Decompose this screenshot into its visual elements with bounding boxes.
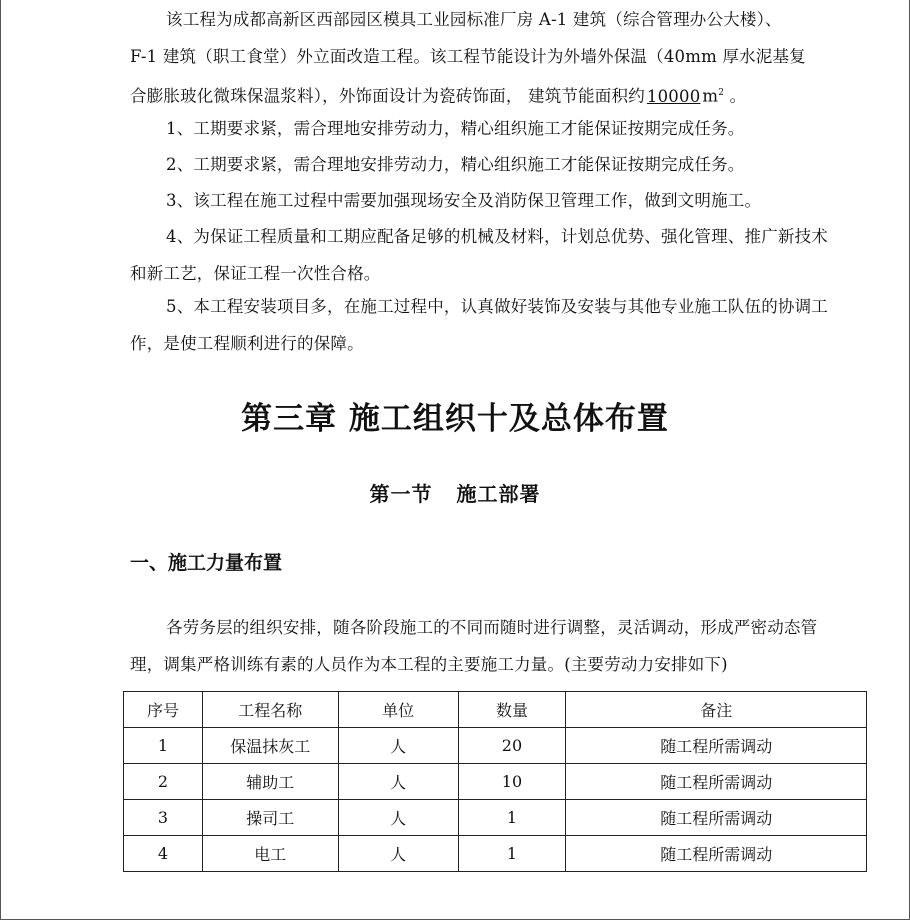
cell-remarks: 随工程所需调动 [566, 764, 867, 800]
item-4: 4、为保证工程质量和工期应配备足够的机械及材料，计划总优势、强化管理、推广新技术和新工艺，保证工程一次性合格。 [130, 227, 828, 283]
section-number: 第一节 [369, 482, 433, 506]
cell-unit: 人 [338, 836, 458, 872]
cell-work-type: 电工 [202, 836, 338, 872]
cell-quantity: 10 [458, 764, 566, 800]
intro-line-1: 该工程为成都高新区西部园区模具工业园标准厂房 A-1 建筑（综合管理办公大楼）、 [166, 10, 782, 29]
chapter-title: 第三章 施工组织十及总体布置 [241, 401, 669, 437]
intro-line-3 [130, 75, 842, 115]
section-name: 施工部署 [456, 482, 541, 506]
subheading: 一、施工力量布置 [130, 552, 283, 574]
workforce-paragraph: 各劳务层的组织安排，随各阶段施工的不同而随时进行调整，灵活调动，形成严密动态管理，调集严格训练有素的人员作为本工程的主要施工力量。(主要劳动力安排如下) [130, 618, 818, 674]
cell-work-type: 保温抹灰工 [202, 728, 338, 764]
cell-remarks: 随工程所需调动 [566, 800, 867, 836]
cell-work-type: 辅助工 [202, 764, 338, 800]
header-unit: 单位 [338, 692, 458, 728]
cell-work-type: 操司工 [202, 800, 338, 836]
cell-quantity: 1 [458, 836, 566, 872]
area-unit-superscript: 2 [718, 88, 725, 98]
table-row [124, 836, 867, 872]
table-header-row [124, 692, 867, 728]
intro-line-2: F-1 建筑（职工食堂）外立面改造工程。该工程节能设计为外墙外保温（40mm 厚水泥基复 [130, 46, 806, 66]
intro-line-3-end: 。 [724, 86, 747, 106]
cell-index: 2 [124, 764, 203, 800]
cell-index: 1 [124, 728, 203, 764]
area-unit: m [702, 86, 719, 106]
cell-unit: 人 [338, 800, 458, 836]
cell-index: 4 [124, 836, 203, 872]
table-row [124, 764, 867, 800]
header-work-type: 工程名称 [202, 692, 338, 728]
cell-unit: 人 [338, 764, 458, 800]
item-2: 2、工期要求紧，需合理地安排劳动力，精心组织施工才能保证按期完成任务。 [166, 155, 745, 174]
cell-unit: 人 [338, 728, 458, 764]
intro-line-3-text: 合膨胀玻化微珠保温浆料），外饰面设计为瓷砖饰面， 建筑节能面积约 [130, 86, 645, 106]
cell-remarks: 随工程所需调动 [566, 836, 867, 872]
cell-quantity: 1 [458, 800, 566, 836]
header-index: 序号 [124, 692, 203, 728]
item-1: 1、工期要求紧，需合理地安排劳动力，精心组织施工才能保证按期完成任务。 [166, 119, 745, 138]
intro-paragraph [130, 2, 842, 115]
section-title [0, 478, 910, 507]
header-quantity: 数量 [458, 692, 566, 728]
header-remarks: 备注 [566, 692, 867, 728]
item-3: 3、该工程在施工过程中需要加强现场安全及消防保卫管理工作，做到文明施工。 [166, 191, 762, 210]
cell-quantity: 20 [458, 728, 566, 764]
workforce-table [123, 691, 867, 872]
table-row [124, 728, 867, 764]
item-5: 5、本工程安装项目多，在施工过程中，认真做好装饰及安装与其他专业施工队伍的协调工作，是使工程顺利进行的保障。 [130, 297, 828, 353]
area-value: 10000 [646, 86, 701, 106]
cell-index: 3 [124, 800, 203, 836]
page-border-left [0, 0, 1, 920]
cell-remarks: 随工程所需调动 [566, 728, 867, 764]
table-row [124, 800, 867, 836]
